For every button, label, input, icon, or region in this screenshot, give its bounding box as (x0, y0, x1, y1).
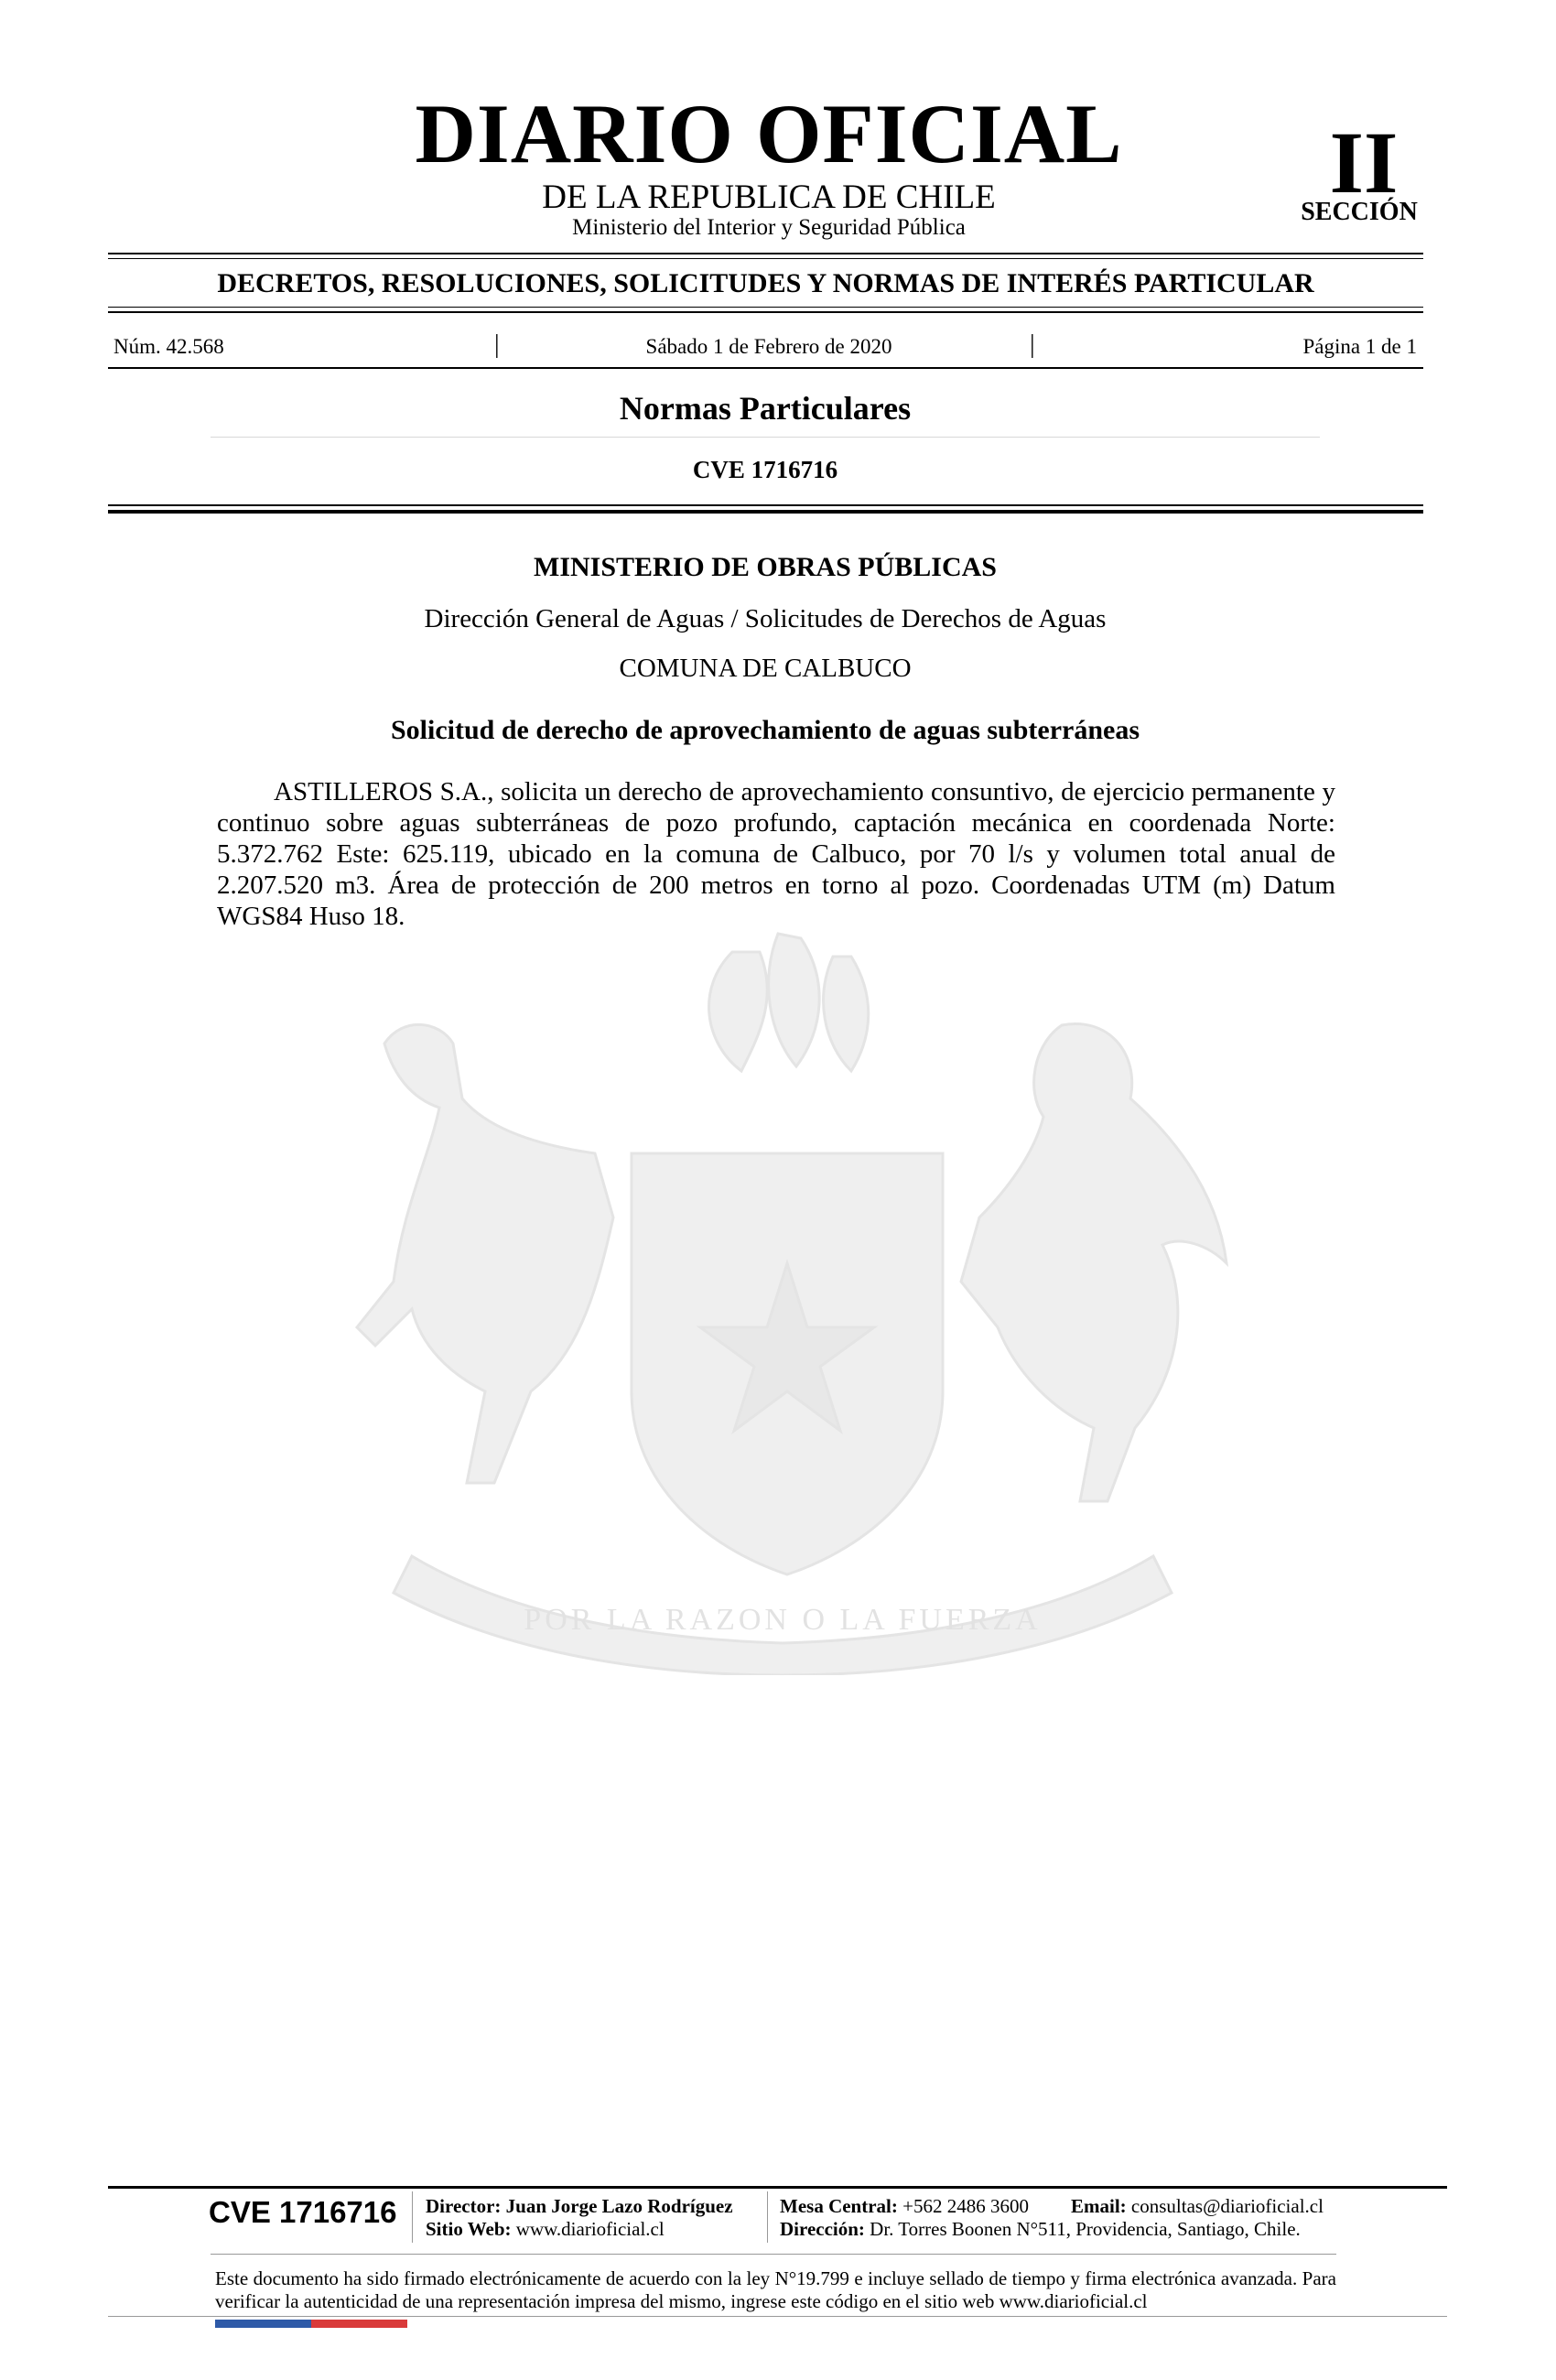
crest-motto: POR LA RAZON O LA FUERZA (524, 1603, 1042, 1637)
coat-of-arms-icon (302, 915, 1263, 1675)
footer-rule-top (108, 2186, 1447, 2189)
cve-code: CVE 1716716 (692, 456, 838, 483)
footer-web-link[interactable]: www.diarioficial.cl (515, 2218, 665, 2240)
ministry-heading: MINISTERIO DE OBRAS PÚBLICAS (534, 552, 997, 582)
footer-rule-bottom (108, 2316, 1447, 2317)
footer-website (426, 2220, 665, 2239)
issue-number: Núm. 42.568 (113, 335, 224, 358)
meta-separator: | (494, 330, 500, 359)
footer-email-link[interactable]: consultas@diarioficial.cl (1130, 2195, 1324, 2217)
banner-rule-top-2 (108, 258, 1423, 259)
footer-director-name: Juan Jorge Lazo Rodríguez (505, 2195, 733, 2217)
footer-director-label: Director: (426, 2195, 502, 2217)
footer-address-value: Dr. Torres Boonen N°511, Providencia, Santiago, Chile. (870, 2218, 1301, 2240)
section-divider (211, 437, 1320, 438)
footer-phone-value: +562 2486 3600 (902, 2195, 1029, 2217)
issue-date: Sábado 1 de Febrero de 2020 (645, 335, 892, 358)
request-title: Solicitud de derecho de aprovechamiento de aguas subterráneas (390, 715, 1140, 745)
banner-rule-bottom-2 (108, 311, 1423, 313)
flag-stripe-red (311, 2320, 407, 2328)
footer-divider (767, 2191, 768, 2243)
footer-phone (780, 2197, 1029, 2216)
directorate-line: Dirección General de Aguas / Solicitudes de Derechos de Aguas (424, 604, 1107, 633)
footer-rule-mid (211, 2254, 1336, 2255)
banner-rule-top-1 (108, 253, 1423, 254)
masthead-subtitle: DE LA REPUBLICA DE CHILE (542, 178, 996, 216)
footer-address-label: Dirección: (780, 2218, 865, 2240)
footer-address (780, 2220, 1301, 2239)
masthead-title: DIARIO OFICIAL (415, 87, 1123, 180)
commune-line: COMUNA DE CALBUCO (619, 654, 912, 683)
footer-divider (412, 2191, 413, 2243)
header-rule-1 (108, 504, 1423, 506)
banner-heading: DECRETOS, RESOLUCIONES, SOLICITUDES Y NORMAS DE INTERÉS PARTICULAR (217, 268, 1314, 298)
header-rule-2 (108, 510, 1423, 514)
page-count: Página 1 de 1 (1302, 335, 1417, 358)
footer-director (426, 2197, 733, 2216)
flag-stripe-blue (215, 2320, 311, 2328)
footer-web-label: Sitio Web: (426, 2218, 512, 2240)
footer-legal-note: Este documento ha sido firmado electrónicamente de acuerdo con la ley N°19.799 e incluye sellado de tiempo y firma electrónica avanzada. Para verificar la autenticidad de una representación impresa del mismo, ingrese este código en el sitio web www.diarioficial.cl (215, 2267, 1336, 2312)
footer-cve-code: CVE 1716716 (209, 2195, 397, 2229)
footer-phone-label: Mesa Central: (780, 2195, 898, 2217)
meta-separator: | (1030, 330, 1035, 359)
section-numeral: II (1329, 114, 1399, 211)
footer-email (1071, 2197, 1324, 2216)
banner-rule-bottom-1 (108, 307, 1423, 308)
meta-rule (108, 367, 1423, 369)
section-label: SECCIÓN (1301, 198, 1418, 226)
masthead-ministry: Ministerio del Interior y Seguridad Pública (572, 215, 966, 240)
footer-email-label: Email: (1071, 2195, 1127, 2217)
section-title: Normas Particulares (619, 390, 912, 427)
request-paragraph: ASTILLEROS S.A., solicita un derecho de aprovechamiento consuntivo, de ejercicio permanente y continuo sobre aguas subterráneas de pozo profundo, captación mecánica en coordenada Norte: 5.372.762 Este: 625.119, ubicado en la comuna de Calbuco, por 70 l/s y volumen total anual de 2.207.520 m3. Área de protección de 200 metros en torno al pozo. Coordenadas UTM (m) Datum WGS84 Huso 18. (217, 777, 1335, 931)
